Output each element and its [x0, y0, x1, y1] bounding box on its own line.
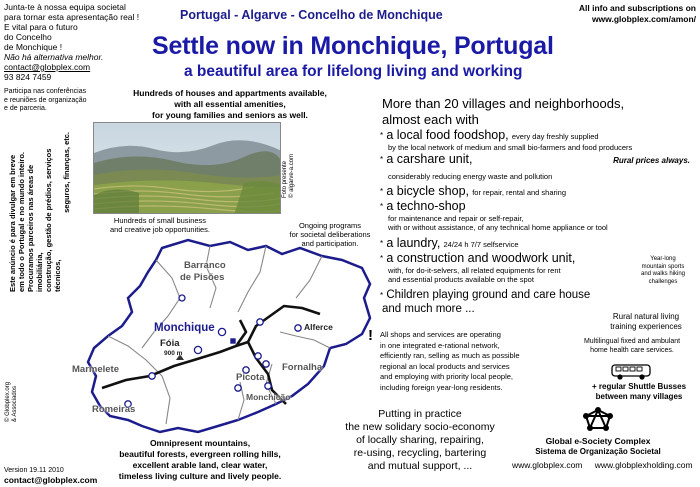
foodshop-inline: every day freshly supplied: [511, 132, 599, 141]
region-heading: Portugal - Algarve - Concelho de Monchique: [180, 8, 443, 22]
all-shops-4: regional an local products and services: [380, 361, 510, 371]
join-line-1: Junta-te à nossa equipa societal: [4, 2, 126, 12]
phone-number: 93 824 7459: [4, 72, 52, 82]
economy-1: Putting in practice: [378, 408, 462, 420]
omni-line-3: excellent arable land, clear water,: [132, 460, 268, 470]
construction-sub-1: with, for do-it-selvers, all related equipments for rent: [388, 266, 561, 275]
shuttle-2: between many villages: [595, 392, 683, 401]
landscape-photo: [93, 122, 281, 214]
techno-sub-1: for maintenance and repair or self-repair,: [388, 214, 524, 223]
services-intro-2: almost each with: [382, 112, 479, 127]
yearlong-4: challenges: [648, 278, 678, 285]
vital-line-3: de Monchique !: [4, 42, 63, 52]
place-monchicao: Monchicão: [246, 392, 291, 402]
place-picota: Picota: [236, 372, 265, 383]
place-monchique: Monchique: [154, 322, 215, 334]
carshare-title: a carshare unit,: [386, 152, 473, 166]
gsc-url-2[interactable]: www.globplexholding.com: [594, 460, 693, 470]
houses-line-1: Hundreds of houses and appartments available,: [133, 88, 327, 98]
shuttle-note: [580, 382, 698, 402]
omni-line-2: beautiful forests, evergreen rolling hills,: [119, 449, 281, 459]
copyright-vertical: [5, 372, 19, 422]
vital-line-1: E vital para o futuro: [4, 22, 78, 32]
place-de-pisoes: de Pisões: [180, 272, 225, 283]
yearlong-2: mountain sports: [641, 263, 685, 270]
info-url-link[interactable]: www.globplex.com/amon/: [591, 14, 696, 24]
shuttle-1: + regular Shuttle Busses: [591, 382, 687, 391]
economy-block: [335, 408, 505, 473]
omnipresent-block: [80, 438, 320, 482]
laundry-inline: 24/24 h 7/7 selfservice: [443, 240, 519, 249]
copyright-line-1: © Globplex.org: [5, 381, 11, 422]
laundry-title: a laundry,: [386, 236, 441, 250]
service-construction: * a construction and woodwork unit, with, for do-it-selvers, all related equipments for rent and essential products available on the spot: [380, 252, 620, 284]
all-shops-3: efficiently ran, selling as much as possible: [380, 351, 520, 360]
economy-2: the new solidary socio-economy: [345, 421, 495, 433]
foodshop-sub: by the local network of medium and small bio-farmers and food producers: [388, 143, 633, 152]
place-foia: Fóia: [160, 338, 180, 349]
yearlong-3: and walks hiking: [640, 271, 686, 277]
gsc-title: Global e-Society Complex: [545, 436, 651, 446]
services-intro-1: More than 20 villages and neighborhoods,: [382, 96, 625, 111]
children-title: Children playing ground and care house: [386, 289, 591, 301]
all-shops-5: and employing with priority local people,: [380, 372, 513, 381]
info-line: All info and subscriptions on: [578, 3, 696, 13]
shuttle-bus-icon: [610, 362, 654, 382]
photo-credit: [282, 118, 296, 198]
bottom-contact-email[interactable]: contact@globplex.com: [4, 475, 98, 485]
participate-line-3: e de parceria.: [4, 105, 47, 112]
contact-email-link[interactable]: contact@globplex.com: [4, 62, 91, 72]
vertical-partner-text: [8, 132, 71, 292]
gsc-urls: [512, 460, 698, 470]
vertical-line-5: seguros, finanças, etc.: [62, 132, 71, 213]
vital-line-2: do Concelho: [4, 32, 52, 42]
training-2: training experiences: [610, 322, 682, 331]
omni-line-4: timeless living culture and lively people.: [118, 471, 282, 481]
economy-5: and mutual support, ...: [367, 460, 473, 472]
version-block: [4, 466, 97, 485]
service-foodshop: * a local food foodshop, every day freshly supplied by the local network of medium and small bio-farmers and food producers: [380, 129, 698, 152]
service-technoshop: * a techno-shop for maintenance and repair or self-repair, with or without assistance, of any technical home appliance or tool: [380, 200, 698, 232]
all-shops-6: including foreign year-long residents.: [380, 382, 503, 392]
terraced-hills-image: [94, 123, 281, 214]
omni-line-1: Omnipresent mountains,: [149, 438, 251, 448]
foia-altitude: 900 m: [164, 350, 183, 357]
economy-4: re-using, recycling, bartering: [353, 447, 487, 459]
all-shops-2: in one integrated e-rational network,: [380, 340, 500, 350]
yearlong-note: [628, 256, 698, 286]
vertical-line-2: em todo o Portugal e no mundo inteiro.: [17, 152, 26, 292]
gsc-url-1[interactable]: www.globplex.com: [512, 460, 583, 470]
rural-prices: Rural prices always.: [613, 156, 690, 165]
houses-line-2: with all essential amenities,: [174, 99, 286, 109]
top-right-info: [566, 3, 696, 25]
place-alferce: Alferce: [304, 322, 333, 332]
yearlong-1: Year-long: [650, 256, 676, 262]
health-note: [566, 337, 698, 355]
carshare-sub: considerably reducing energy waste and pollution: [388, 172, 553, 181]
version-text: Version 19.11 2010: [4, 467, 64, 474]
ongoing-line-2: for societal deliberations: [289, 230, 371, 239]
vertical-line-3: Procuramos parceiros nas áreas de imobiliária,: [26, 164, 44, 292]
techno-title: a techno-shop: [386, 199, 466, 213]
page-subtitle: a beautiful area for lifelong living and working: [184, 63, 523, 80]
participate-line-2: e reuniões de organização: [4, 96, 87, 104]
participate-line-1: Participa nas conferências: [4, 88, 87, 95]
all-shops-1: All shops and services are operating: [380, 330, 501, 339]
small-business-line-1: Hundreds of small business: [113, 216, 207, 225]
service-bicycle: * a bicycle shop, for repair, rental and sharing: [380, 184, 567, 198]
small-business-block: [90, 216, 230, 234]
photo-credit-line-2: © algarve-a.com: [289, 153, 295, 198]
vertical-line-1: Este anúncio é para divulgar em breve: [8, 154, 17, 292]
place-marmelete: Marmelete: [72, 364, 119, 375]
monchique-map: [70, 236, 380, 441]
copyright-line-2: & Associados: [12, 385, 18, 422]
construction-sub-2: and essential products available on the spot: [388, 275, 534, 284]
service-carshare: * a carshare unit, Rural prices always. considerably reducing energy waste and pollution: [380, 153, 698, 181]
foodshop-title: a local food foodshop,: [386, 128, 509, 142]
ongoing-line-3: and participation.: [301, 239, 359, 248]
vertical-line-4: construção, gestão de prédios, serviços técnicos,: [44, 148, 62, 292]
services-intro: [382, 96, 624, 128]
training-1: Rural natural living: [612, 312, 680, 321]
small-business-line-2: and creative job opportunities.: [109, 225, 211, 234]
join-line-2: para tornar esta apresentação real !: [4, 12, 140, 22]
houses-block: [110, 88, 350, 121]
training-note: [596, 312, 696, 332]
and-much-more: and much more ...: [382, 303, 475, 315]
economy-3: of locally sharing, repairing,: [356, 434, 484, 446]
ongoing-line-1: Ongoing programs: [298, 221, 362, 230]
health-1: Multilingual fixed and ambulant: [583, 338, 681, 345]
service-laundry: * a laundry, 24/24 h 7/7 selfservice: [380, 236, 519, 250]
place-romeiras: Romeiras: [92, 404, 136, 415]
health-2: home health care services.: [590, 347, 674, 354]
techno-sub-2: with or without assistance, of any technical home appliance or tool: [388, 223, 608, 232]
gsc-logo-icon: [580, 404, 616, 434]
all-shops-block: [380, 330, 580, 393]
construction-title: a construction and woodwork unit,: [386, 251, 576, 265]
gsc-subtitle: Sistema de Organização Societal: [535, 447, 661, 456]
place-fornalha: Fornalha: [282, 362, 323, 373]
no-alternative: Não há alternativa melhor.: [4, 52, 104, 62]
exclamation-mark: !: [368, 327, 373, 344]
bicycle-title: a bicycle shop,: [386, 184, 470, 198]
service-children: * Children playing ground and care house: [380, 289, 591, 301]
page-title: Settle now in Monchique, Portugal: [152, 32, 554, 60]
bicycle-inline: for repair, rental and sharing: [472, 188, 567, 197]
photo-credit-line-1: Foto presente: [282, 160, 288, 198]
houses-line-3: for young families and seniors as well.: [152, 110, 308, 120]
place-barranco: Barranco: [184, 260, 226, 271]
